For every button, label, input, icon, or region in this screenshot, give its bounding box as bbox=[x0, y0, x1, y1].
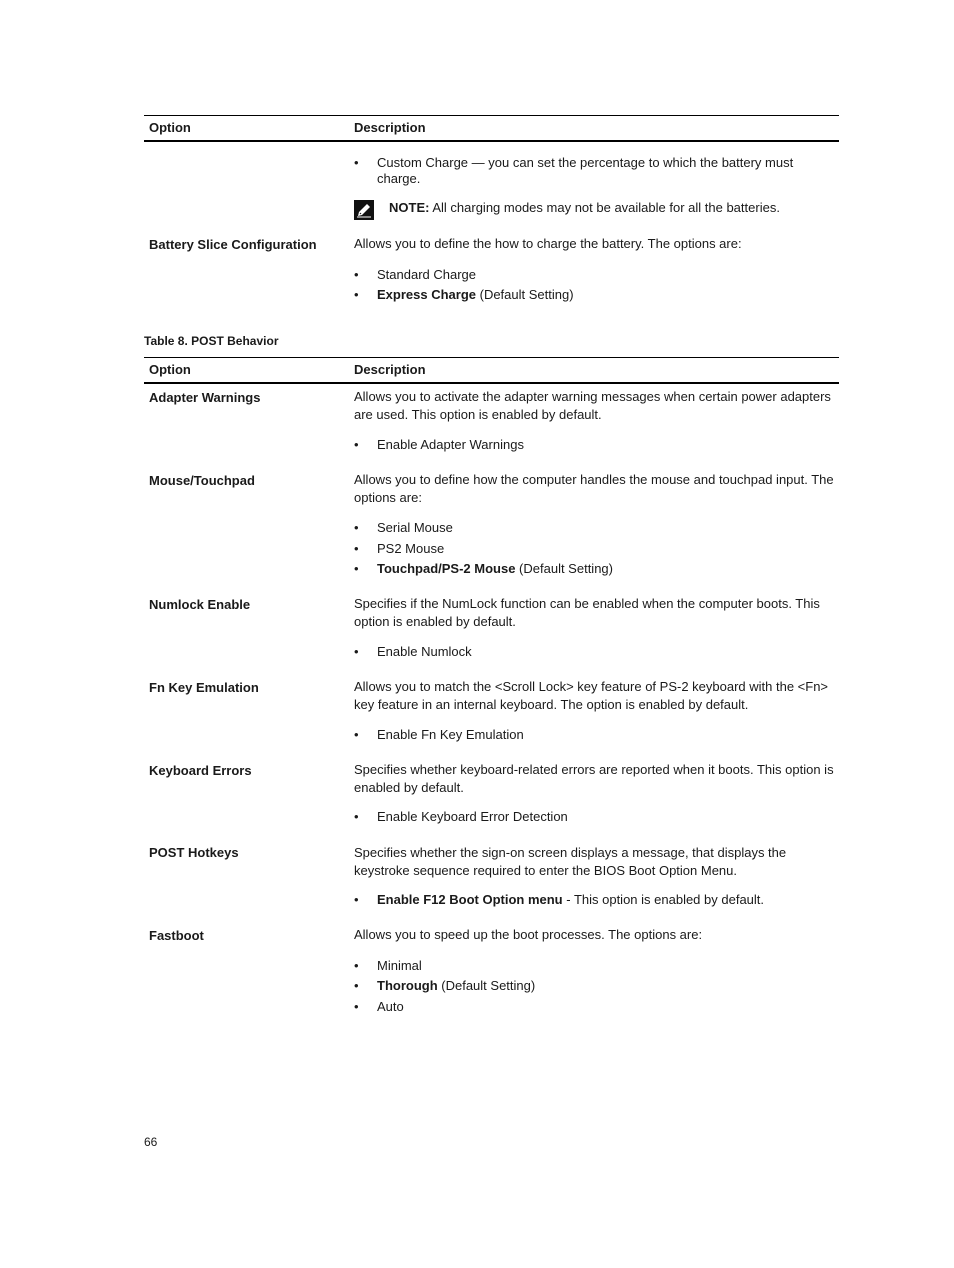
adapter-warnings-option: Adapter Warnings bbox=[149, 390, 261, 405]
bullet-marker: • bbox=[354, 541, 359, 556]
battery-slice-description: Allows you to define the how to charge the battery. The options are: bbox=[354, 236, 742, 251]
fn-key-emulation-option: Fn Key Emulation bbox=[149, 680, 259, 695]
post-hotkeys-option: POST Hotkeys bbox=[149, 845, 239, 860]
battery-slice-bullet-standard: Standard Charge bbox=[377, 267, 477, 282]
table2-header-option: Option bbox=[149, 362, 191, 377]
bullet-bold-text: Express Charge bbox=[377, 287, 476, 302]
adapter-warnings-description: Allows you to activate the adapter warning messages when certain power adapters are used. This option is enabled by default. bbox=[354, 389, 831, 422]
bullet-marker: • bbox=[354, 644, 359, 659]
battery-slice-option: Battery Slice Configuration bbox=[149, 237, 317, 252]
note-label: NOTE: bbox=[389, 200, 430, 215]
keyboard-errors-option: Keyboard Errors bbox=[149, 763, 252, 778]
bullet-marker: • bbox=[354, 155, 359, 170]
bullet-bold-text: Enable F12 Boot Option menu bbox=[377, 892, 563, 907]
fn-key-emulation-description: Allows you to match the <Scroll Lock> key feature of PS-2 keyboard with the <Fn> key feature in an internal keyboard. The option is enabled by default. bbox=[354, 679, 829, 712]
bullet-marker: • bbox=[354, 727, 359, 742]
fastboot-bullet-minimal: Minimal bbox=[377, 958, 422, 973]
fastboot-bullet-thorough bbox=[377, 978, 817, 994]
bullet-marker: • bbox=[354, 520, 359, 535]
mouse-touchpad-bullet-ps2: PS2 Mouse bbox=[377, 541, 445, 556]
bullet-rest-text: - This option is enabled by default. bbox=[562, 892, 765, 907]
bullet-rest-text: (Default Setting) bbox=[476, 287, 574, 302]
table1-header-option: Option bbox=[149, 120, 191, 135]
bullet-bold-text: Touchpad/PS-2 Mouse bbox=[377, 561, 516, 576]
bullet-rest-text: (Default Setting) bbox=[515, 561, 613, 576]
bullet-marker: • bbox=[354, 287, 359, 302]
bullet-marker: • bbox=[354, 267, 359, 282]
keyboard-errors-bullet: Enable Keyboard Error Detection bbox=[377, 809, 568, 824]
bullet-bold-text: Thorough bbox=[377, 978, 438, 993]
battery-slice-bullet-express bbox=[377, 287, 817, 303]
mouse-touchpad-option: Mouse/Touchpad bbox=[149, 473, 255, 488]
keyboard-errors-description: Specifies whether keyboard-related errors are reported when it boots. This option is enabled by default. bbox=[354, 762, 834, 795]
table2-top-rule bbox=[144, 357, 839, 358]
table2-header-description: Description bbox=[354, 362, 426, 377]
bullet-marker: • bbox=[354, 999, 359, 1014]
bullet-marker: • bbox=[354, 561, 359, 576]
page-number: 66 bbox=[144, 1135, 158, 1149]
post-hotkeys-description: Specifies whether the sign-on screen displays a message, that displays the keystroke sequence required to enter the BIOS Boot Option Menu. bbox=[354, 845, 787, 878]
mouse-touchpad-bullet-serial: Serial Mouse bbox=[377, 520, 453, 535]
post-hotkeys-bullet bbox=[377, 892, 817, 908]
numlock-enable-option: Numlock Enable bbox=[149, 597, 251, 612]
note-line bbox=[389, 200, 780, 215]
bullet-marker: • bbox=[354, 809, 359, 824]
adapter-warnings-bullet: Enable Adapter Warnings bbox=[377, 437, 524, 452]
fn-key-emulation-bullet: Enable Fn Key Emulation bbox=[377, 727, 524, 742]
table1-header-description: Description bbox=[354, 120, 426, 135]
bullet-rest-text: (Default Setting) bbox=[437, 978, 536, 993]
table1-header-rule bbox=[144, 140, 839, 142]
custom-charge-text: Custom Charge — you can set the percentage to which the battery must charge. bbox=[377, 155, 794, 186]
fastboot-description: Allows you to speed up the boot processes. The options are: bbox=[354, 927, 703, 942]
fastboot-option: Fastboot bbox=[149, 928, 204, 943]
table-caption: Table 8. POST Behavior bbox=[144, 334, 279, 348]
note-text: All charging modes may not be available for all the batteries. bbox=[429, 200, 780, 215]
bullet-marker: • bbox=[354, 892, 359, 907]
bullet-marker: • bbox=[354, 978, 359, 993]
fastboot-bullet-auto: Auto bbox=[377, 999, 404, 1014]
table1-top-rule bbox=[144, 115, 839, 116]
numlock-enable-description: Specifies if the NumLock function can be enabled when the computer boots. This option is enabled by default. bbox=[354, 596, 820, 629]
note-pencil-icon bbox=[354, 200, 374, 220]
table2-header-rule bbox=[144, 382, 839, 384]
bullet-marker: • bbox=[354, 437, 359, 452]
mouse-touchpad-bullet-touchpad bbox=[377, 561, 817, 577]
numlock-enable-bullet: Enable Numlock bbox=[377, 644, 472, 659]
mouse-touchpad-description: Allows you to define how the computer handles the mouse and touchpad input. The options are: bbox=[354, 472, 834, 505]
bullet-marker: • bbox=[354, 958, 359, 973]
